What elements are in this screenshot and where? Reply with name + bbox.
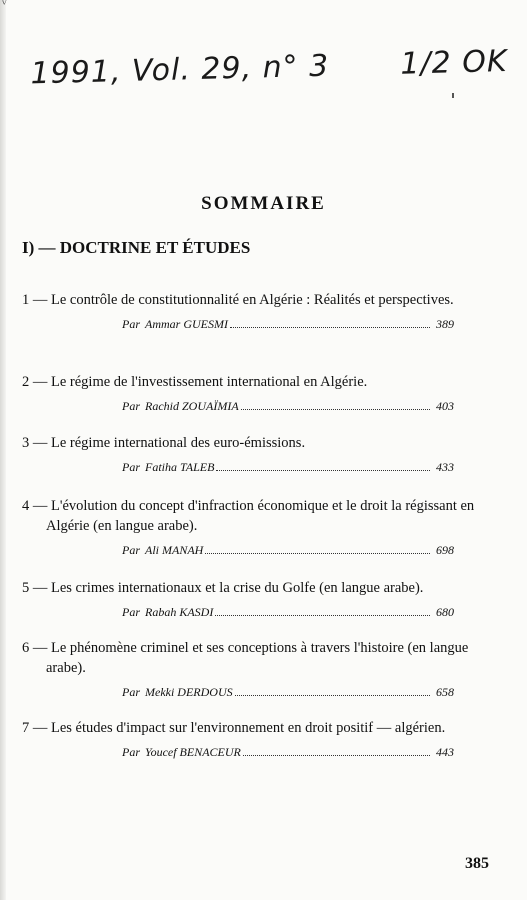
author-name: Fatiha TALEB <box>145 460 215 474</box>
page-number: 389 <box>436 317 454 331</box>
toc-entry-author-line <box>122 460 454 475</box>
page-number: 433 <box>436 460 454 474</box>
author-prefix: Par <box>122 317 140 331</box>
handwritten-issue-reference: 1991, Vol. 29, n° 3 <box>30 48 330 92</box>
toc-entry-author-line <box>122 399 454 414</box>
toc-entry-7 <box>22 718 497 760</box>
corner-mark: ⱽ <box>2 0 7 11</box>
page-binding-edge <box>0 0 6 900</box>
toc-entry-title: 3 — Le régime international des euro-émissions. <box>22 435 306 451</box>
section-heading: I) — DOCTRINE ET ÉTUDES <box>22 238 251 257</box>
toc-entry-author-line <box>122 605 454 620</box>
toc-entry-title: 1 — Le contrôle de constitutionnalité en Algérie : Réalités et perspectives. <box>22 292 454 308</box>
author-name: Ammar GUESMI <box>145 317 228 331</box>
dot-leader <box>205 552 430 554</box>
author-name: Ali MANAH <box>145 543 204 557</box>
page-number: 443 <box>436 745 454 759</box>
page-number: 403 <box>436 399 454 413</box>
toc-entry-author-line <box>122 317 454 332</box>
dot-leader <box>230 326 430 328</box>
toc-entry-3 <box>22 433 497 475</box>
dot-leader <box>216 469 430 471</box>
toc-entry-author-line <box>122 745 454 760</box>
dot-leader <box>215 614 430 616</box>
author-prefix: Par <box>122 745 140 759</box>
toc-entry-4 <box>22 496 497 558</box>
dot-leader <box>235 694 430 696</box>
toc-entry-title: 4 — L'évolution du concept d'infraction économique et le droit la régissant en Algérie (en langue arabe). <box>22 498 475 534</box>
toc-entry-5 <box>22 578 497 620</box>
ink-speck <box>452 93 454 98</box>
toc-entry-2 <box>22 372 497 414</box>
author-prefix: Par <box>122 605 140 619</box>
toc-entry-author-line <box>122 543 454 558</box>
author-prefix: Par <box>122 460 140 474</box>
author-name: Youcef BENACEUR <box>145 745 241 759</box>
handwritten-annotation <box>30 43 520 92</box>
toc-entry-author-line <box>122 685 454 700</box>
dot-leader <box>243 754 430 756</box>
toc-entry-title: 7 — Les études d'impact sur l'environnement en droit positif — algérien. <box>22 720 446 736</box>
author-name: Mekki DERDOUS <box>145 685 233 699</box>
page-number: 680 <box>436 605 454 619</box>
toc-entry-title: 2 — Le régime de l'investissement international en Algérie. <box>22 374 368 390</box>
handwritten-status-note: 1/2 OK <box>399 43 508 82</box>
author-prefix: Par <box>122 399 140 413</box>
toc-entry-6 <box>22 638 497 700</box>
toc-entry-1 <box>22 290 497 332</box>
page-title: SOMMAIRE <box>201 193 326 214</box>
author-name: Rabah KASDI <box>145 605 214 619</box>
toc-entry-title: 5 — Les crimes internationaux et la crise du Golfe (en langue arabe). <box>22 580 424 596</box>
toc-entry-title: 6 — Le phénomène criminel et ses conceptions à travers l'histoire (en langue arabe). <box>22 640 469 676</box>
page-number: 698 <box>436 543 454 557</box>
page-folio-number: 385 <box>465 855 489 872</box>
author-name: Rachid ZOUAÏMIA <box>145 399 239 413</box>
author-prefix: Par <box>122 543 140 557</box>
page-number: 658 <box>436 685 454 699</box>
author-prefix: Par <box>122 685 140 699</box>
dot-leader <box>241 408 430 410</box>
